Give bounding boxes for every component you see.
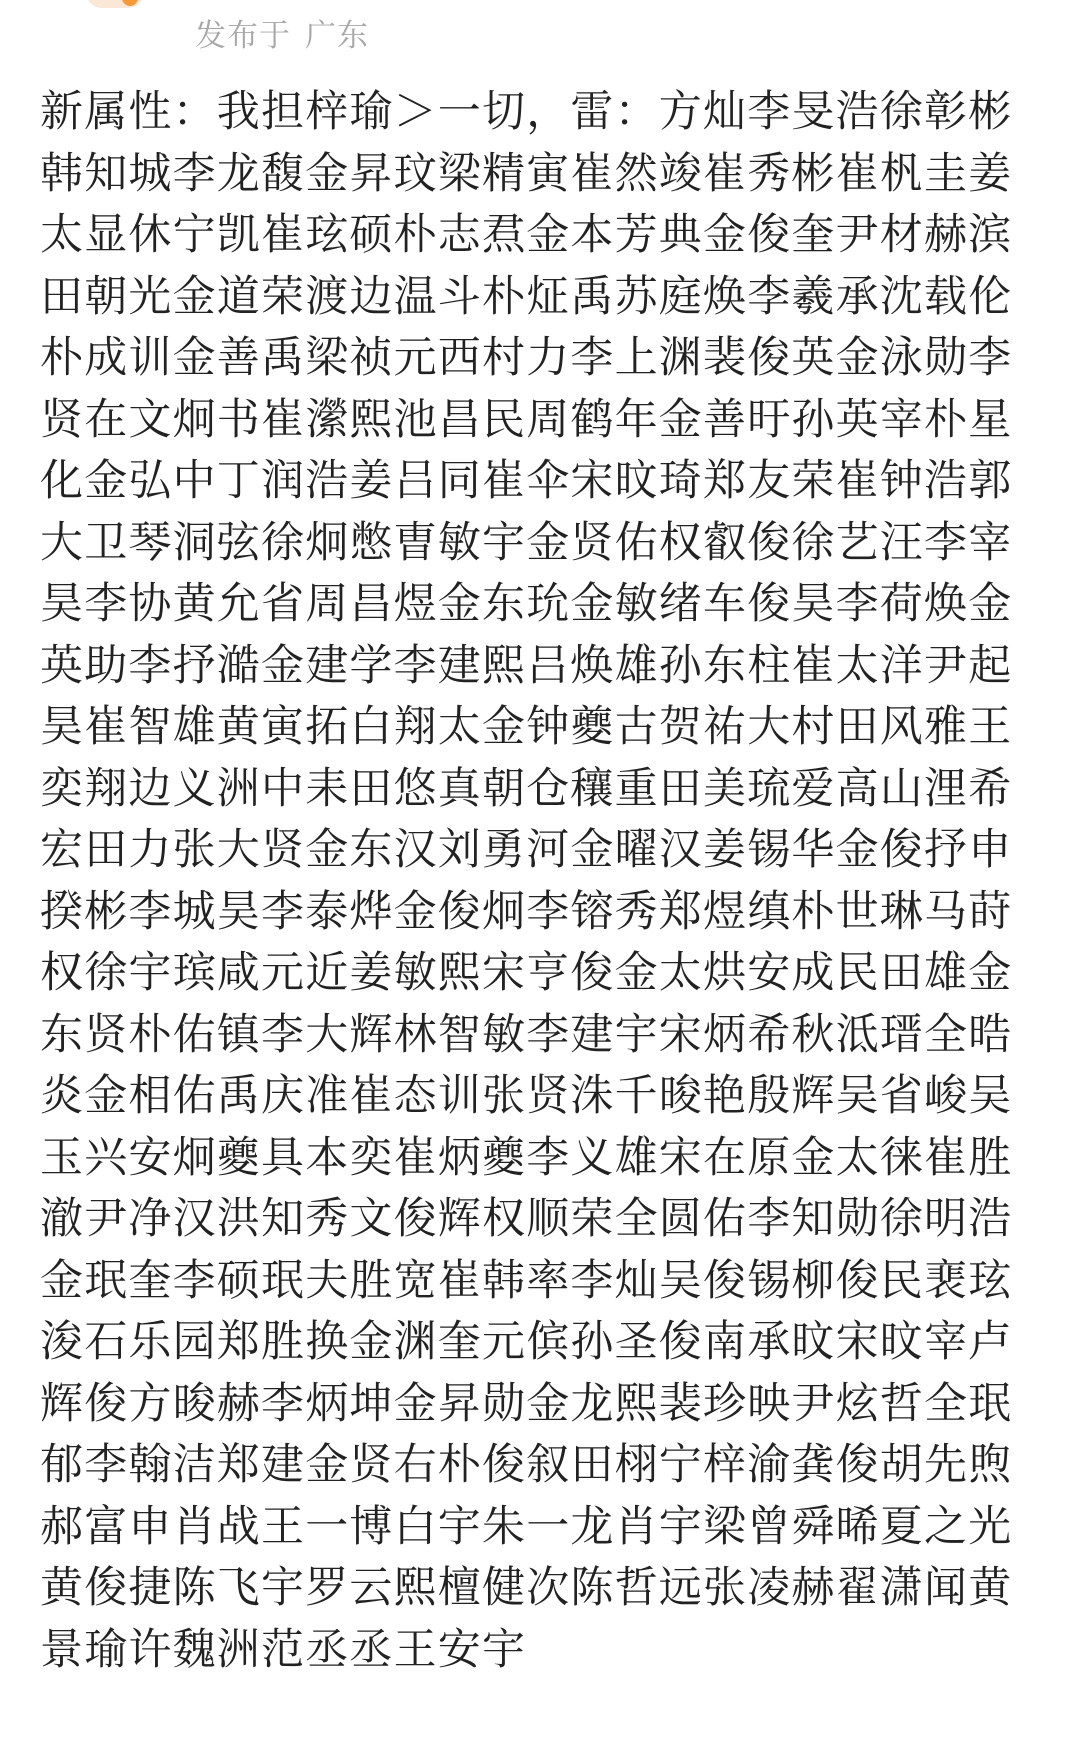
avatar[interactable]: [86, 0, 144, 8]
publish-location: 广东: [305, 18, 369, 54]
post-meta: [195, 10, 369, 55]
post-header: [0, 0, 1080, 60]
post-text: 新属性：我担梓瑜＞一切，雷：方灿李旻浩徐彰彬韩知城李龙馥金昇玟梁精寅崔然竣崔秀彬崔杋圭姜太显休宁凯崔玹硕朴志焄金本芳典金俊奎尹材赫滨田朝光金道荣渡边温斗朴炡禹苏庭焕李羲承沈载伦朴成训金善禹梁祯元西村力李上渊裴俊英金泳勋李贤在文炯书崔瀠熙池昌民周鹤年金善旴孙英宰朴星化金弘中丁润浩姜吕同崔伞宋旼琦郑友荣崔钟浩郭大卫琴洞弦徐炯憋曺敏宇金贤佑权叡俊徐艺汪李宰昊李协黄允省周昌煜金东玧金敏绪车俊昊李荷焕金英助李抒澔金建学李建熙吕焕雄孙东柱崔太洋尹起昊崔智雄黄寅拓白翔太金钟夔古贺祐大村田风雅王奕翔边义洲中耒田悠真朝仓穰重田美琉爱高山浬希宏田力张大贤金东汉刘勇河金曜汉姜锡华金俊抒申揆彬李城昊李泰烨金俊炯李镕秀郑煜缜朴世琳马莳权徐宇瑸咸元近姜敏熙宋亨俊金太烘安成民田雄金东贤朴佑镇李大辉林智敏李建宇宋炳希秋泜瑨全晧炎金相佑禹庆准崔态训张贤洙千晙艳殷辉吴省峻吴玉兴安炯夔具本奕崔炳夔李义雄宋在原金太徕崔胜澈尹净汉洪知秀文俊辉权顺荣全圆佑李知勋徐明浩金珉奎李硕珉夫胜宽崔韩率李灿吴俊锡柳俊民裵玹浚石乐园郑胜换金渊奎元傧孙圣俊南承旼宋旼宰卢辉俊方晙赫李炳坤金昇勋金龙熙裴珍映尹炫哲全珉郁李翰洁郑建金贤右朴俊叙田栩宁梓渝龚俊胡先煦郝富申肖战王一博白宇朱一龙肖宇梁曾舜晞夏之光黄俊捷陈飞宇罗云熙檀健次陈哲远张凌赫翟潇闻黄景瑜许魏洲范丞丞王安宇: [40, 87, 1013, 1675]
verified-badge-icon: [122, 0, 138, 6]
publish-prefix: 发布于: [195, 18, 291, 54]
